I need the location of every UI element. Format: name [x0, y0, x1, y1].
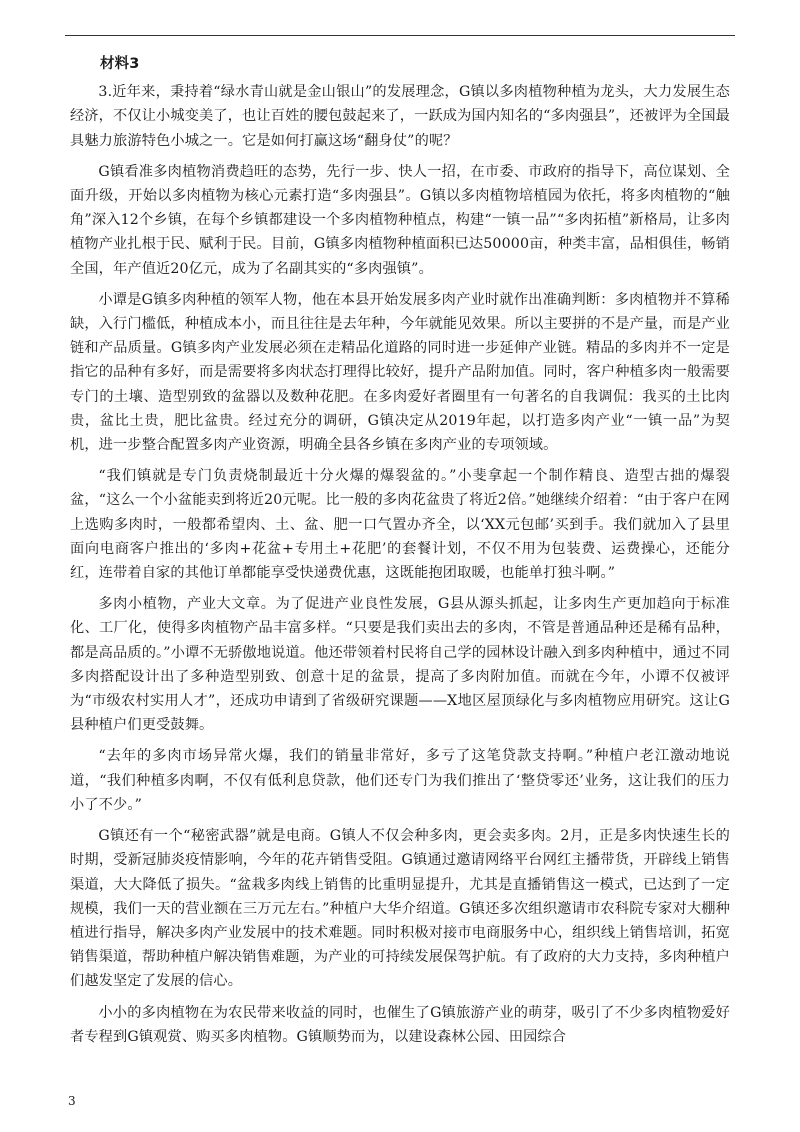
paragraph-5: 多肉小植物，产业大文章。为了促进产业良性发展，G县从源头抓起，让多肉生产更加趋向于标准化、工厂化，使得多肉植物产品丰富多样。“只要是我们卖出去的多肉，不管是普通品种还是稀有品种，都是高品质的。”小谭不无骄傲地说道。他还带领着村民将自己学的园林设计融入到多肉种植中，通过不同多肉搭配设计出了多种造型别致、创意十足的盆景，提高了多肉附加值。而就在今年，小谭不仅被评为“市级农村实用人才”，还成功申请到了省级研究课题——X地区屋顶绿化与多肉植物应用研究。这让G县种植户们更受鼓舞。	[70, 596, 730, 734]
paragraph-3: 小谭是G镇多肉种植的领军人物，他在本县开始发展多肉产业时就作出准确判断：多肉植物并不算稀缺，入行门槛低，种植成本小，而且往往是去年种，今年就能见效果。所以主要拼的不是产量，而是产业链和产品质量。G镇多肉产业发展必须在走精品化道路的同时进一步延伸产业链。精品的多肉并不一定是指它的品种有多好，而是需要将多肉状态打理得比较好，提升产品附加值。同时，客户种植多肉一般需要专门的土壤、造型别致的盆器以及数种花肥。在多肉爱好者圈里有一句著名的自我调侃：我买的土比肉贵，盆比土贵，肥比盆贵。经过充分的调研，G镇决定从2019年起，以打造多肉产业“一镇一品”为契机，进一步整合配置多肉产业资源，明确全县各乡镇在多肉产业的专项领域。	[70, 291, 730, 454]
paragraph-8: 小小的多肉植物在为农民带来收益的同时，也催生了G镇旅游产业的萌芽，吸引了不少多肉植物爱好者专程到G镇观赏、购买多肉植物。G镇顺势而为，以建设森林公园、田园综合	[70, 1004, 730, 1045]
paragraph-6: “去年的多肉市场异常火爆，我们的销量非常好，多亏了这笔贷款支持啊。”种植户老江激动地说道，“我们种植多肉啊，不仅有低利息贷款，他们还专门为我们推出了‘整贷零还’业务，这让我们的压力小了不少。”	[70, 748, 730, 813]
page-number: 3	[68, 1094, 76, 1108]
header-rule	[65, 35, 735, 36]
paragraph-1: 3.近年来，秉持着“绿水青山就是金山银山”的发展理念，G镇以多肉植物种植为龙头，大力发展生态经济，不仅让小城变美了，也让百姓的腰包鼓起来了，一跃成为国内知名的“多肉强县”，还被评为全国最具魅力旅游特色小城之一。它是如何打赢这场“翻身仗”的呢？	[70, 84, 730, 149]
paragraph-2: G镇看准多肉植物消费趋旺的态势，先行一步、快人一招，在市委、市政府的指导下，高位谋划、全面升级，开始以多肉植物为核心元素打造“多肉强县”。G镇以多肉植物培植园为依托，将多肉植物的“触角”深入12个乡镇，在每个乡镇都建设一个多肉植物种植点，构建“一镇一品”“多肉拓植”新格局，让多肉植物产业扎根于民、赋利于民。目前，G镇多肉植物种植面积已达50000亩，种类丰富，品相俱佳，畅销全国，年产值近20亿元，成为了名副其实的“多肉强镇”。	[70, 163, 730, 277]
paragraph-4: “我们镇就是专门负责烧制最近十分火爆的爆裂盆的。”小斐拿起一个制作精良、造型古拙的爆裂盆，“这么一个小盆能卖到将近20元呢。比一般的多肉花盆贵了将近2倍。”她继续介绍着：“由于客户在网上选购多肉时，一般都希望肉、土、盆、肥一口气置办齐全，以‘XX元包邮’买到手。我们就加入了县里面向电商客户推出的‘多肉+花盆+专用土+花肥’的套餐计划，不仅不用为包装费、运费操心，还能分红，连带着自家的其他订单都能享受快递费优惠，这既能抱团取暖，也能单打独斗啊。”	[70, 468, 730, 582]
paragraph-7: G镇还有一个“秘密武器”就是电商。G镇人不仅会种多肉，更会卖多肉。2月，正是多肉快速生长的时期，受新冠肺炎疫情影响，今年的花卉销售受阻。G镇通过邀请网络平台网红主播带货，开辟线上销售渠道，大大降低了损失。“盆栽多肉线上销售的比重明显提升，尤其是直播销售这一模式，已达到了一定规模，我们一天的营业额在三万元左右。”种植户大华介绍道。G镇还多次组织邀请市农科院专家对大棚种植进行指导，解决多肉产业发展中的技术难题。同时积极对接市电商服务中心，组织线上销售培训，拓宽销售渠道，帮助种植户解决销售难题，为产业的可持续发展保驾护航。有了政府的大力支持，多肉种植户们越发坚定了发展的信心。	[70, 828, 730, 990]
document-body	[70, 52, 730, 1056]
section-heading: 材料3	[100, 56, 140, 72]
